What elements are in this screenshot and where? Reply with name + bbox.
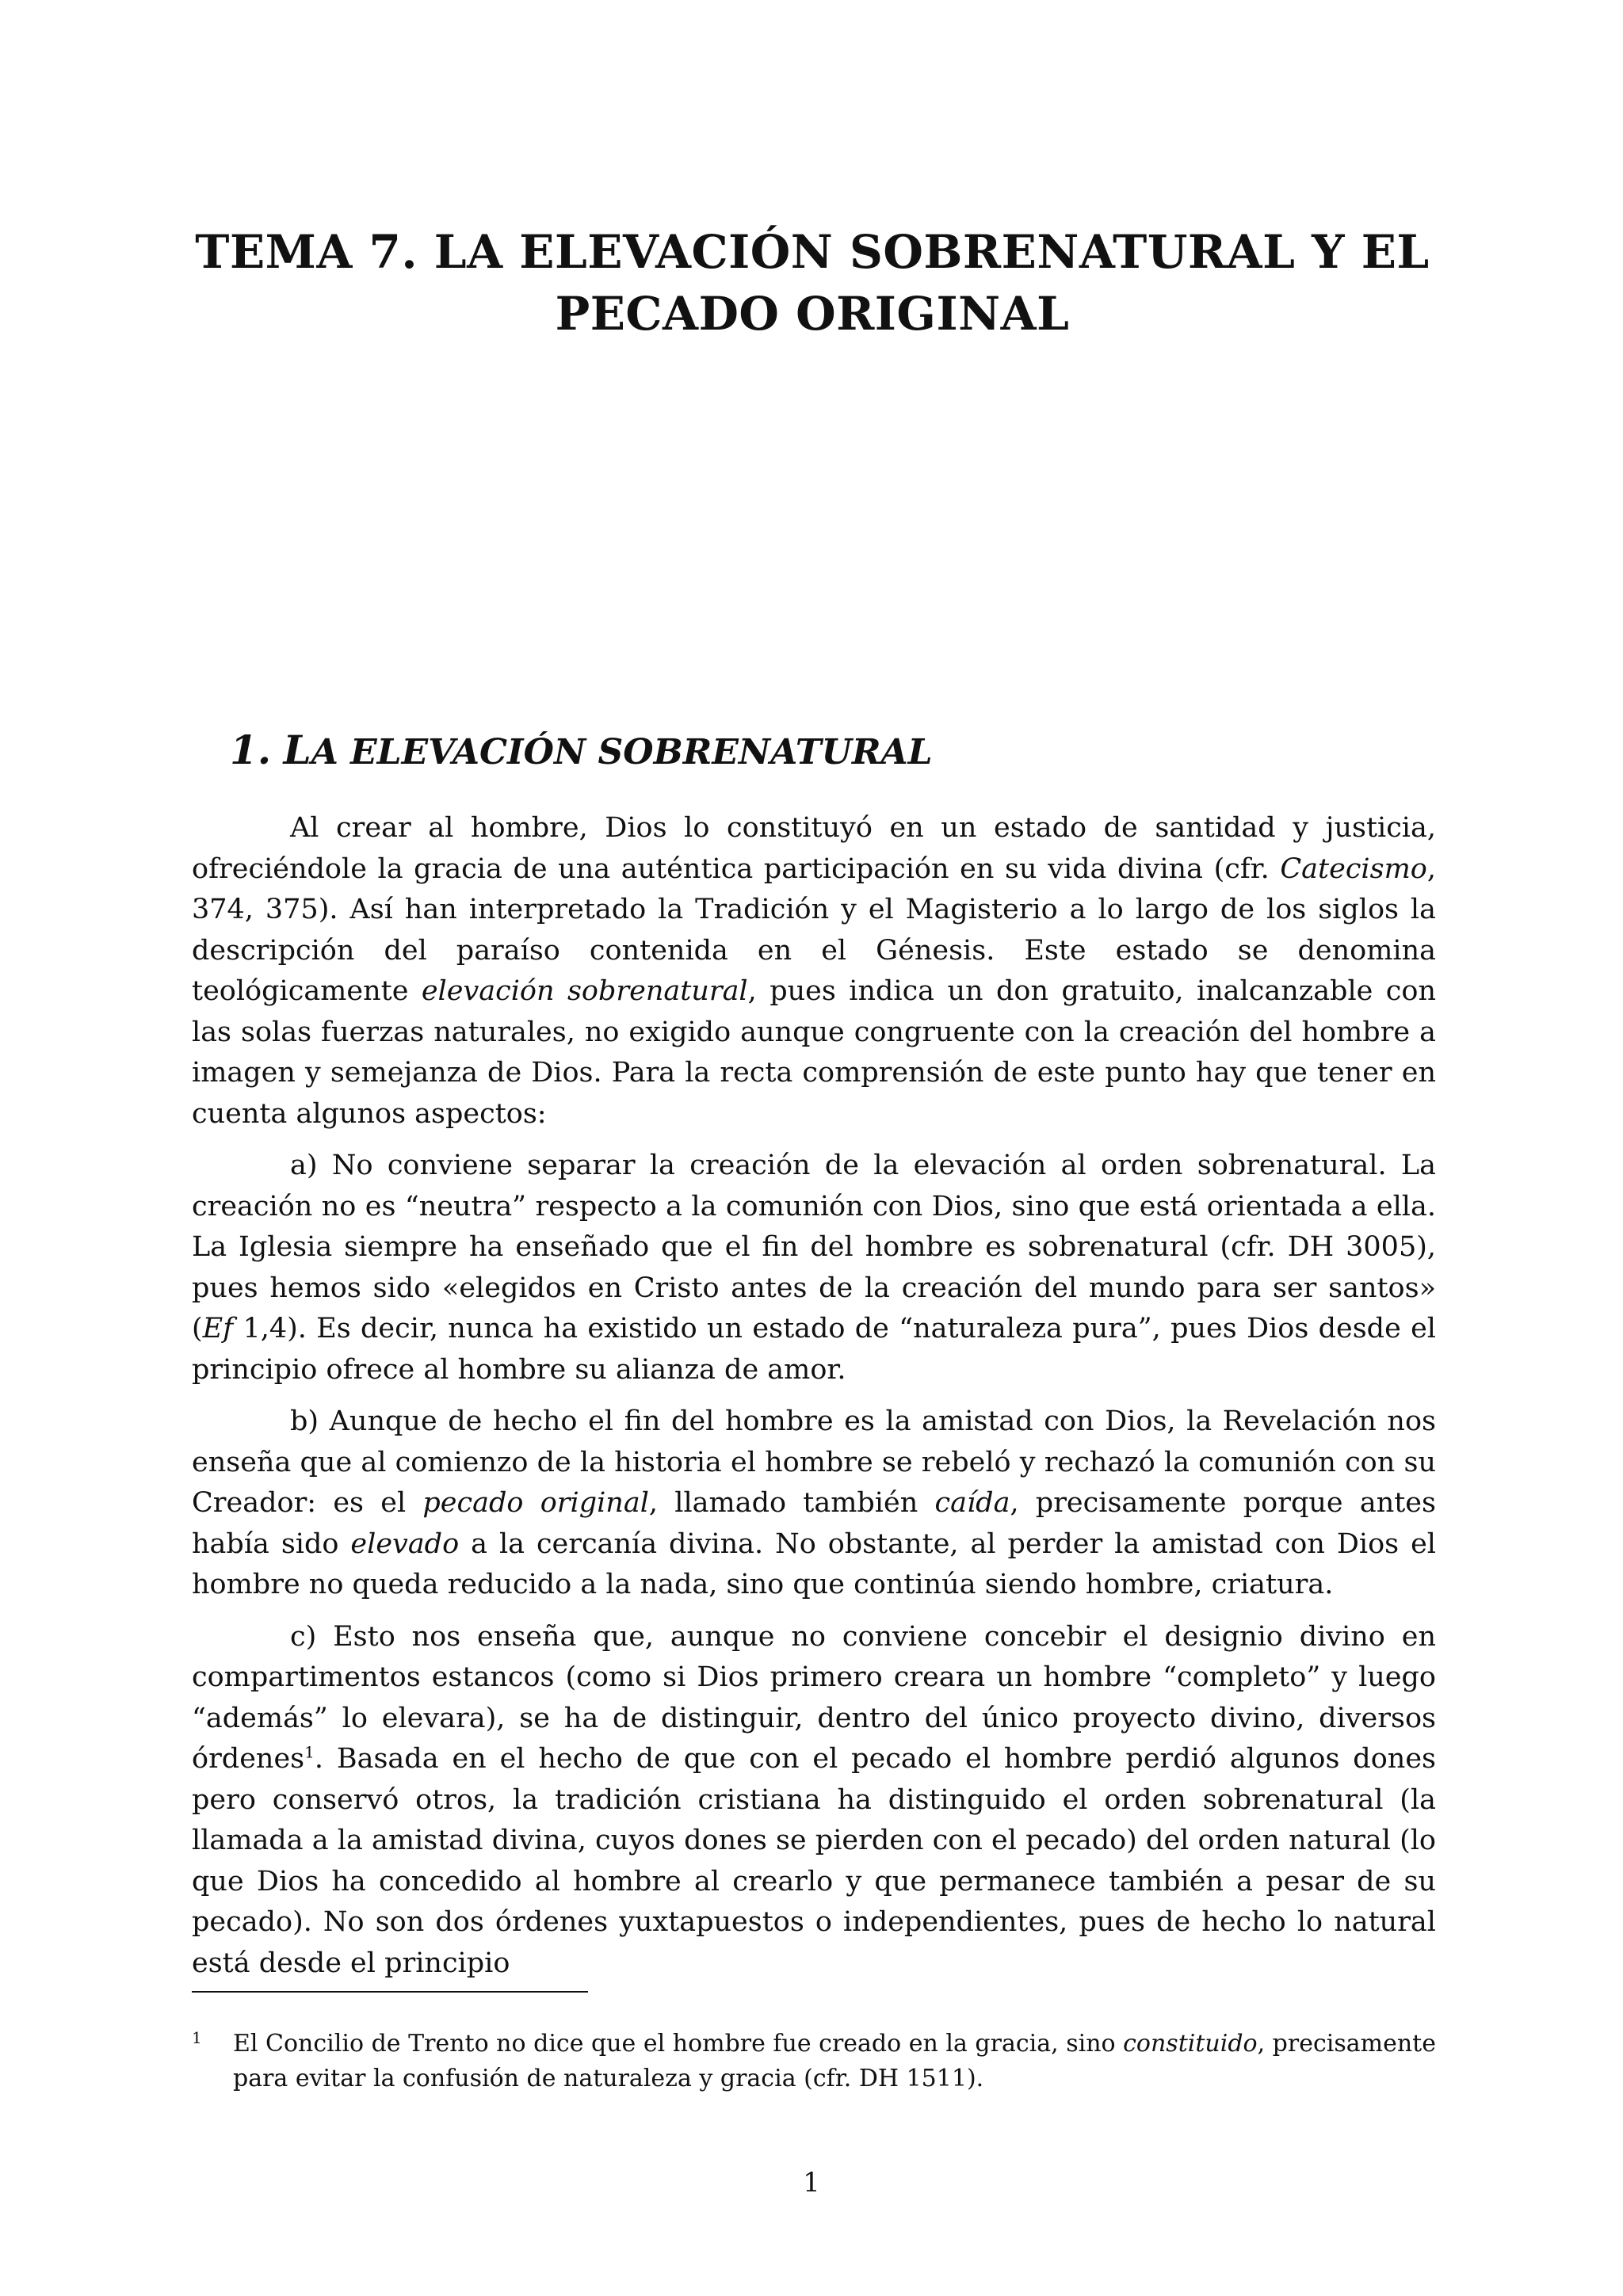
text-run: , 374, 375). Así han interpretado la Tradición y el Magisterio a lo largo de los siglos la descripción del paraíso contenida en el Génesis. Este estado se denomina teológicamente <box>192 852 1436 1007</box>
italic-run: constituido <box>1123 2030 1258 2058</box>
italic-run: caída <box>934 1487 1010 1519</box>
text-run: a) No conviene separar la creación de la elevación al orden sobrenatural. La creación no es “neutra” respecto a la comunión con Dios, sino que está orientada a ella. La Iglesia siempre ha enseñado que el fin del hombre es sobrenatural (cfr. DH 3005), pues hemos sido «elegidos en Cristo antes de la creación del mundo para ser santos» ( <box>192 1150 1436 1344</box>
footnote-text <box>233 2027 1436 2096</box>
section-heading-initial: L <box>283 726 311 773</box>
text-run: 1,4). Es decir, nunca ha existido un estado de “naturaleza pura”, pues Dios desde el principio ofrece al hombre su alianza de amor. <box>192 1313 1436 1386</box>
text-run: . Basada en el hecho de que con el pecado el hombre perdió algunos dones pero conservó otros, la tradición cristiana ha distinguido el orden sobrenatural (la llamada a la amistad divina, cuyos dones se pierden con el pecado) del orden natural (lo que Dios ha concedido al hombre al crearlo y que permanece también a pesar de su pecado). No son dos órdenes yuxtapuestos o independientes, pues de hecho lo natural está desde el principio <box>192 1743 1436 1979</box>
section-number: 1. <box>230 726 272 773</box>
title-line-2: PECADO ORIGINAL <box>555 286 1070 341</box>
text-run: , precisamente para evitar la confusión de naturaleza y gracia (cfr. DH 1511). <box>233 2030 1436 2092</box>
text-run: El Concilio de Trento no dice que el hombre fue creado en la gracia, sino <box>233 2030 1124 2058</box>
paragraph-c <box>192 1617 1436 1985</box>
paragraph-b <box>192 1402 1436 1606</box>
footnote <box>192 2027 1436 2096</box>
italic-run: elevación sobrenatural <box>421 975 748 1007</box>
footnote-reference[interactable]: 1 <box>304 1742 315 1762</box>
footnote-separator <box>192 1991 588 1993</box>
text-run: b) Aunque de hecho el fin del hombre es la amistad con Dios, la Revelación nos enseña que al comienzo de la historia el hombre se rebeló y rechazó la comunión con su Creador: es el <box>192 1405 1436 1519</box>
text-run: , llamado también <box>648 1487 935 1519</box>
text-run: c) Esto nos enseña que, aunque no conviene concebir el designio divino en compartimentos estancos (como si Dios primero creara un hombre “completo” y luego “además” lo elevara), se ha de distinguir, dentro del único proyecto divino, diversos órdenes <box>192 1620 1436 1775</box>
paragraph-a <box>192 1146 1436 1390</box>
page-number: 1 <box>803 2167 820 2199</box>
page-title <box>158 221 1466 345</box>
italic-run: Catecismo <box>1280 852 1427 885</box>
text-run: a la cercanía divina. No obstante, al perder la amistad con Dios el hombre no queda reducido a la nada, sino que continúa siendo hombre, criatura. <box>192 1527 1436 1600</box>
italic-run: pecado original <box>422 1487 649 1519</box>
italic-run: elevado <box>350 1527 460 1560</box>
text-run: Al crear al hombre, Dios lo constituyó en un estado de santidad y justicia, ofreciéndole la gracia de una auténtica participación en su vida divina (cfr. <box>192 812 1436 885</box>
section-heading-rest: A ELEVACIÓN SOBRENATURAL <box>311 731 933 772</box>
text-run: , precisamente porque antes había sido <box>192 1487 1436 1560</box>
italic-run: Ef <box>202 1313 234 1344</box>
text-run: , pues indica un don gratuito, inalcanzable con las solas fuerzas naturales, no exigido aunque congruente con la creación del hombre a imagen y semejanza de Dios. Para la recta comprensión de este punto hay que tener en cuenta algunos aspectos: <box>192 975 1437 1130</box>
section-heading <box>230 727 933 776</box>
title-line-1: TEMA 7. LA ELEVACIÓN SOBRENATURAL Y EL <box>195 224 1430 279</box>
body-text <box>192 808 1436 1995</box>
footnote-mark: 1 <box>192 2028 202 2047</box>
paragraph-intro <box>192 808 1436 1135</box>
